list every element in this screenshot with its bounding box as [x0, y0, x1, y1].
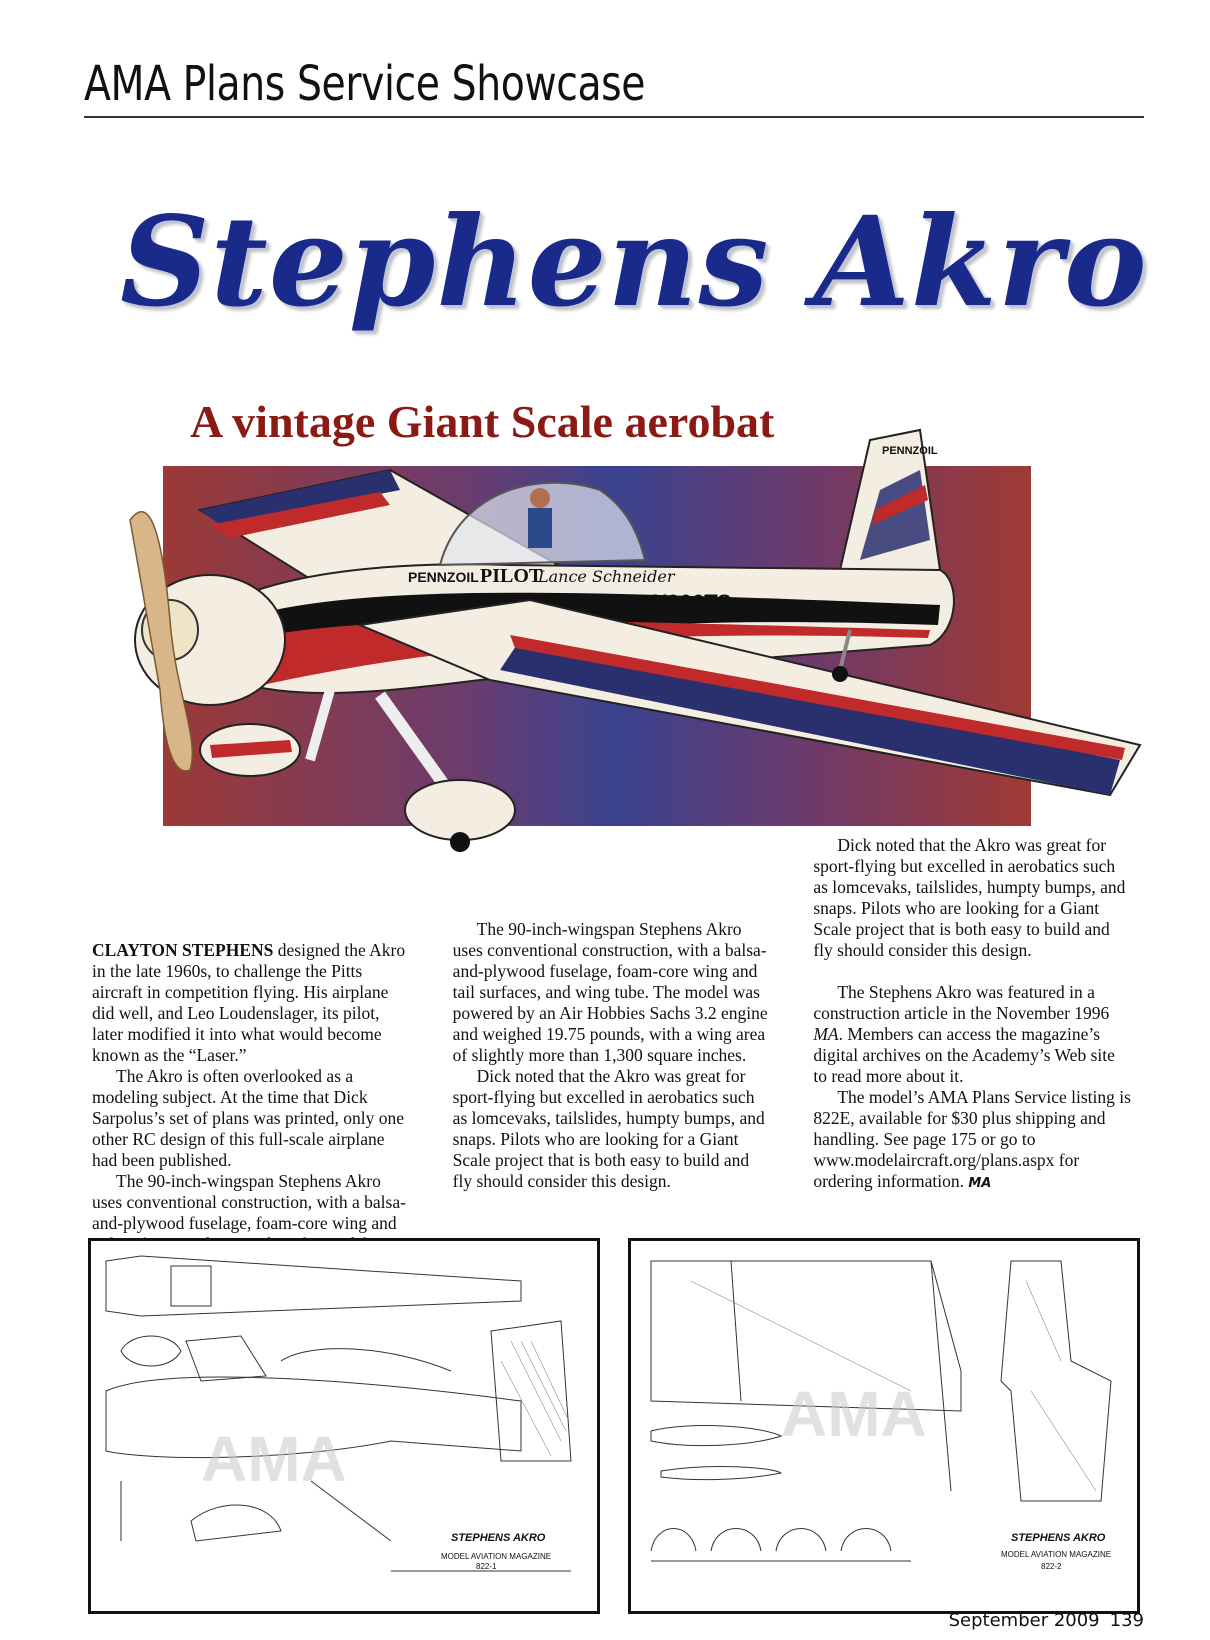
paragraph-5-a: The Stephens Akro was featured in a construction article in the November 1996 — [813, 982, 1110, 1023]
paragraph-4-text: Dick noted that the Akro was great for sport-flying but excelled in aerobatics such as lomcevaks, tailslides, humpty bumps, and snaps. Pilots who are looking for a Giant Scale project that is both easy to build and fly should consider this design. — [813, 835, 1126, 960]
paragraph-3: The 90-inch-wingspan Stephens Akro uses conventional construction, with a balsa-and-plywood fuselage, foam-core wing and — [92, 1171, 406, 1233]
paragraph-4: Dick noted that the Akro was great for sport-flying but excelled in aerobatics such as lomcevaks, tailslides, humpty bumps, and snaps. Pilots who are looking for a Giant Scale project that is both easy to build and fly should consider this design. — [452, 1066, 765, 1191]
section-title: AMA Plans Service Showcase — [84, 56, 646, 112]
column-3 — [813, 835, 1132, 1191]
plans-sheet-2-drawing — [631, 1241, 1137, 1611]
plans-sheet-1 — [88, 1238, 600, 1614]
paragraph-1 — [92, 940, 411, 1066]
column-2 — [452, 919, 772, 1191]
lead-in: CLAYTON STEPHENS — [92, 940, 274, 960]
end-mark: MA — [968, 1176, 992, 1191]
page-number: 139 — [1109, 1610, 1144, 1631]
magazine-abbrev: MA — [813, 1024, 839, 1044]
paragraph-5 — [813, 982, 1132, 1087]
issue-date: September 2009 — [948, 1610, 1100, 1631]
plans-sheet-1-magazine: MODEL AVIATION MAGAZINE — [441, 1552, 552, 1561]
paragraph-4-continued — [813, 835, 1132, 982]
section-header — [84, 56, 1144, 118]
plans-sheet-2 — [628, 1238, 1140, 1614]
plans-sheet-1-title: STEPHENS AKRO — [451, 1532, 546, 1544]
plans-watermark-2: AMA — [781, 1378, 927, 1450]
plans-sheet-1-number: 822-1 — [476, 1562, 497, 1571]
tail-brand-label: PENNZOIL — [882, 445, 938, 457]
plans-sheet-1-drawing — [91, 1241, 597, 1611]
paragraph-2: The Akro is often overlooked as a modeling subject. At the time that Dick Sarpolus’s set of plans was printed, only one other RC design of this full-scale airplane had been published. — [92, 1066, 405, 1170]
paragraph-3-text: The 90-inch-wingspan Stephens Akro uses conventional construction, with a balsa-and-plywood fuselage, foam-core wing and tail surfaces, and wing tube. The model was powered by an Air Hobbies Sachs 3.2 engine and weighed 19.75 pounds, with a wing area of slightly more than 1,300 square inches. — [452, 919, 768, 1065]
plans-watermark-1: AMA — [201, 1423, 347, 1495]
article-title: Stephens Akro — [120, 190, 1148, 335]
paragraph-6-text: The model’s AMA Plans Service listing is 822E, available for $30 plus shipping and handling. See page 175 or go to www.modelaircraft.org/plans.aspx for ordering information. — [813, 1087, 1131, 1191]
page-footer — [939, 1610, 1144, 1631]
paragraph-1-text: designed the Akro in the late 1960s, to challenge the Pitts aircraft in competition flying. His airplane did well, and Leo Loudenslager, its pilot, later modified it into what would become known as the “Laser.” — [92, 940, 406, 1065]
article-body — [92, 835, 1132, 1233]
paragraph-6 — [813, 1087, 1132, 1194]
registration-label: N906TS — [650, 590, 731, 615]
pilot-name: Lance Schneider — [538, 567, 675, 586]
column-1 — [92, 940, 411, 1233]
plans-sheet-2-number: 822-2 — [1041, 1562, 1062, 1571]
plans-sheet-2-title: STEPHENS AKRO — [1011, 1532, 1106, 1544]
pilot-label: PILOT — [480, 565, 543, 587]
paragraph-3-continued — [452, 919, 772, 1066]
pennzoil-label: PENNZOIL — [408, 569, 479, 585]
plans-sheet-2-magazine: MODEL AVIATION MAGAZINE — [1001, 1550, 1112, 1559]
article-subtitle: A vintage Giant Scale aerobat — [190, 396, 775, 447]
paragraph-5-b: . Members can access the magazine’s digital archives on the Academy’s Web site to read more about it. — [813, 1024, 1115, 1086]
